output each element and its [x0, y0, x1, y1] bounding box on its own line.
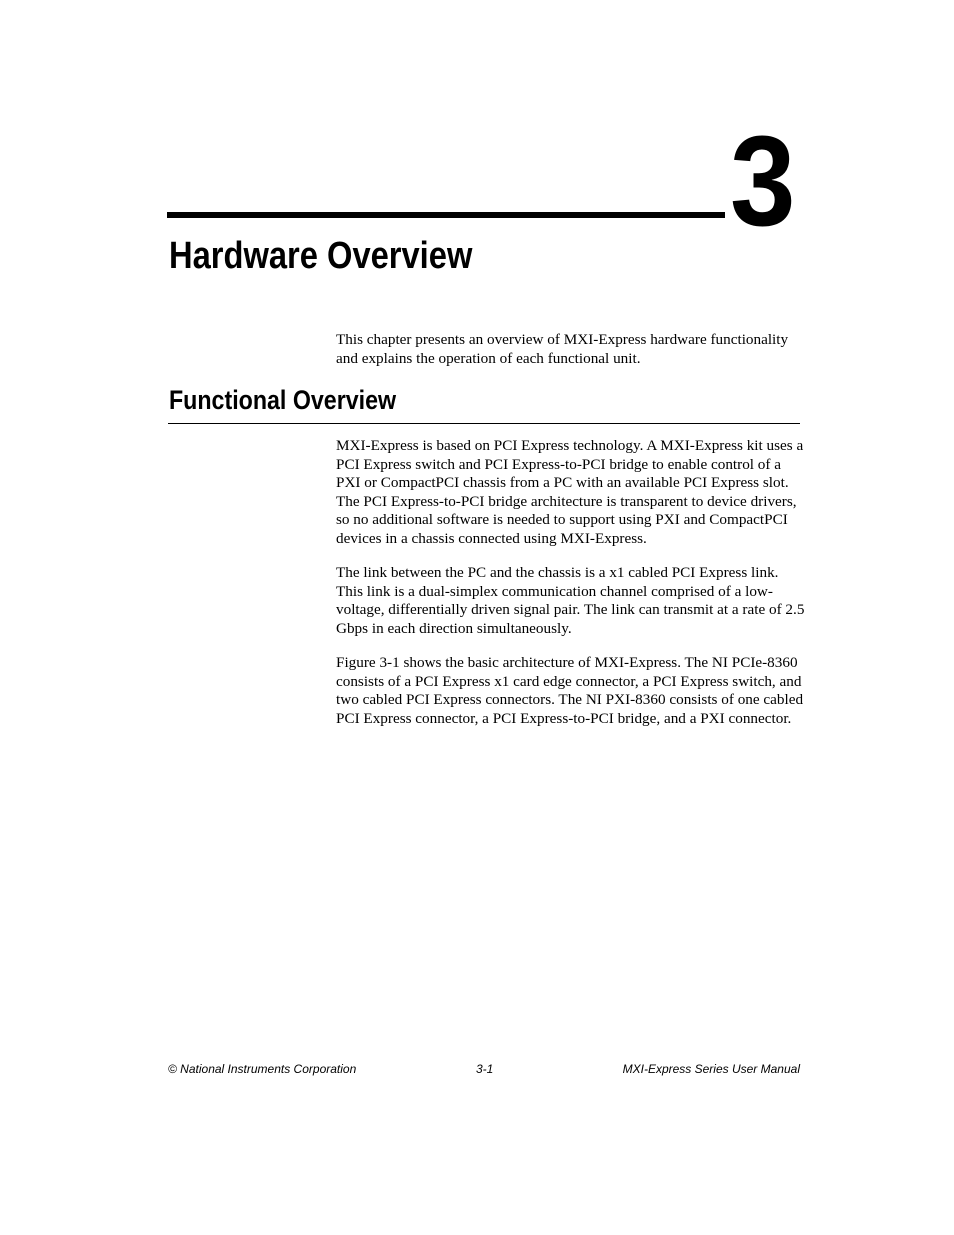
footer-copyright: © National Instruments Corporation: [168, 1062, 357, 1076]
chapter-intro: This chapter presents an overview of MXI-Express hardware functionality and explains the operation of each functional unit.: [336, 331, 789, 367]
paragraph-3: Figure 3-1 shows the basic architecture of MXI-Express. The NI PCIe-8360 consists of a PCI Express x1 card edge connector, a PCI Express switch, and two cabled PCI Express connectors. The NI PXI-8360 consists of one cabled PCI Express connector, a PCI Express-to-PCI bridge, and a PXI connector.: [336, 653, 804, 727]
chapter-number: 3: [730, 110, 794, 253]
section-body: [336, 437, 806, 744]
paragraph-2: The link between the PC and the chassis is a x1 cabled PCI Express link. This link is a dual-simplex communication channel comprised of a low-voltage, differentially driven signal pair. The link can transmit at a rate of 2.5 Gbps in each direction simultaneously.: [336, 564, 805, 637]
footer-manual-title: MXI-Express Series User Manual: [622, 1062, 800, 1076]
chapter-rule: [167, 212, 725, 218]
footer-page-number: 3-1: [476, 1062, 494, 1076]
chapter-title: Hardware Overview: [169, 235, 473, 277]
paragraph-1: MXI-Express is based on PCI Express technology. A MXI-Express kit uses a PCI Express switch and PCI Express-to-PCI bridge to enable control of a PXI or CompactPCI chassis from a PC with an available PCI Express slot. The PCI Express-to-PCI bridge architecture is transparent to device drivers, so no additional software is needed to support using PXI and CompactPCI devices in a chassis connected using MXI-Express.: [336, 437, 804, 547]
section-rule: [168, 423, 800, 424]
section-heading: Functional Overview: [169, 385, 397, 415]
